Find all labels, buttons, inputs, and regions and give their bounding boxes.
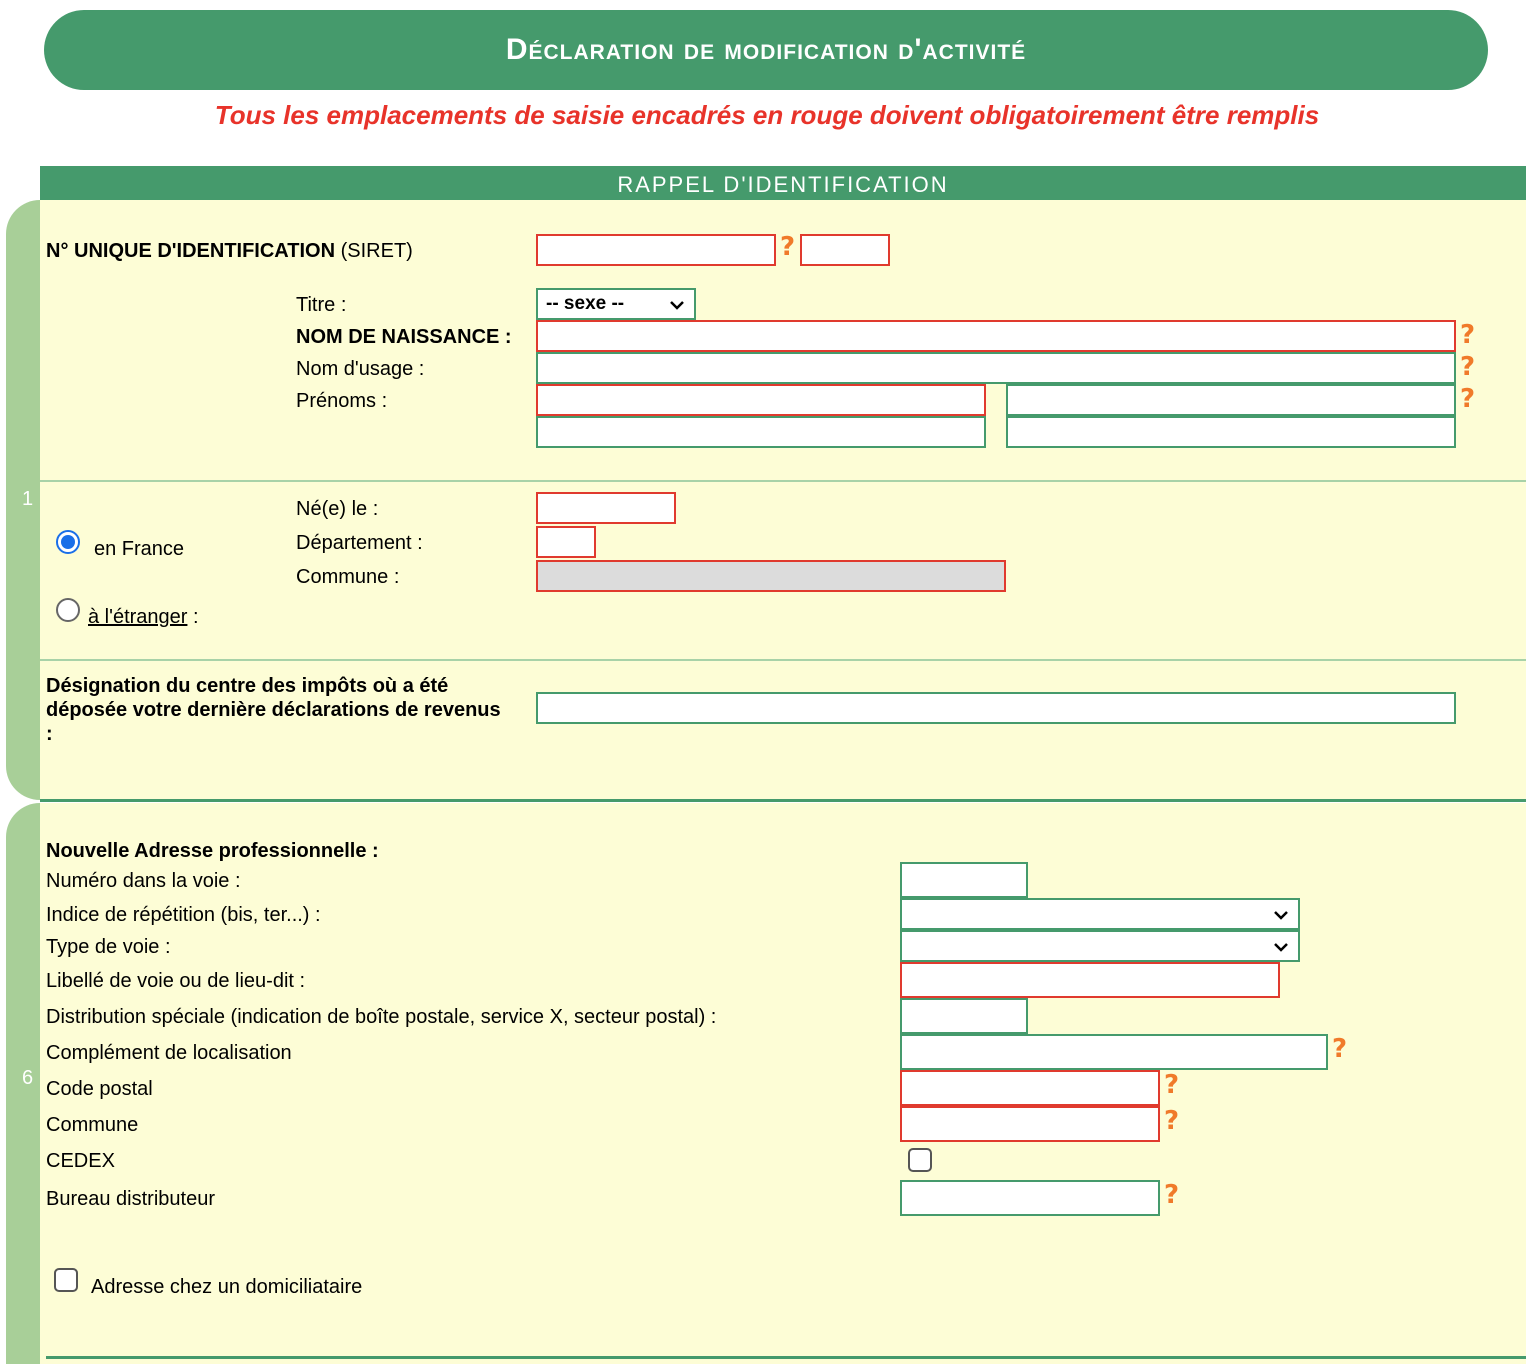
prenom-3-input[interactable] — [536, 416, 986, 448]
indice-label: Indice de répétition (bis, ter...) : — [46, 904, 321, 926]
complement-input[interactable] — [900, 1034, 1328, 1070]
complement-label: Complément de localisation — [46, 1042, 292, 1064]
bureau-help-icon[interactable]: ? — [1164, 1180, 1180, 1210]
prenom-4-input[interactable] — [1006, 416, 1456, 448]
radio-en-france[interactable] — [56, 530, 80, 554]
required-notice: Tous les emplacements de saisie encadrés en rouge doivent obligatoirement être remplis — [214, 100, 1320, 130]
section-number-6: 6 — [6, 803, 46, 1364]
radio-en-france-label: en France — [94, 538, 185, 560]
ne-le-label: Né(e) le : — [296, 498, 379, 520]
prenom-2-input[interactable] — [1006, 384, 1456, 416]
domiciliataire-checkbox[interactable] — [54, 1268, 78, 1292]
bureau-input[interactable] — [900, 1180, 1160, 1216]
type-voie-select[interactable] — [900, 930, 1300, 962]
divider — [40, 480, 1526, 482]
centre-impots-label: Désignation du centre des impôts où a été déposée votre dernière déclarations de revenus : — [46, 675, 501, 745]
nom-naissance-help-icon[interactable]: ? — [1460, 320, 1476, 350]
code-postal-input[interactable] — [900, 1070, 1160, 1106]
titre-select-value: -- sexe -- — [546, 293, 625, 314]
section-number-1: 1 — [6, 200, 46, 800]
indice-select[interactable] — [900, 898, 1300, 930]
commune-naissance-label: Commune : — [296, 566, 400, 588]
distribution-input[interactable] — [900, 998, 1028, 1034]
libelle-voie-input[interactable] — [900, 962, 1280, 998]
libelle-voie-label: Libellé de voie ou de lieu-dit : — [46, 970, 306, 992]
domiciliataire-label: Adresse chez un domiciliataire — [91, 1276, 363, 1298]
nom-naissance-label: NOM DE NAISSANCE : — [296, 326, 512, 348]
commune-help-icon[interactable]: ? — [1164, 1106, 1180, 1136]
nom-usage-input[interactable] — [536, 352, 1456, 384]
radio-etranger-label: à l'étranger : — [88, 606, 199, 628]
numero-voie-label: Numéro dans la voie : — [46, 870, 241, 892]
titre-select[interactable] — [536, 288, 696, 320]
centre-impots-input[interactable] — [536, 692, 1456, 724]
radio-etranger[interactable] — [56, 598, 80, 622]
section-divider — [46, 1356, 1526, 1359]
divider — [40, 659, 1526, 661]
prenom-1-input[interactable] — [536, 384, 986, 416]
siret-suffix-input[interactable] — [800, 234, 890, 266]
chevron-down-icon — [1274, 940, 1288, 954]
nom-usage-help-icon[interactable]: ? — [1460, 352, 1476, 382]
bureau-label: Bureau distributeur — [46, 1188, 215, 1210]
commune-input[interactable] — [900, 1106, 1160, 1142]
date-naissance-input[interactable] — [536, 492, 676, 524]
section-header-identification: RAPPEL D'IDENTIFICATION — [40, 166, 1526, 200]
etranger-link[interactable]: à l'étranger — [88, 606, 188, 628]
departement-input[interactable] — [536, 526, 596, 558]
siret-input[interactable] — [536, 234, 776, 266]
chevron-down-icon — [670, 298, 684, 312]
commune-naissance-input[interactable] — [536, 560, 1006, 592]
siret-label: N° UNIQUE D'IDENTIFICATION (SIRET) — [46, 240, 413, 262]
cedex-label: CEDEX — [46, 1150, 115, 1172]
titre-label: Titre : — [296, 294, 347, 316]
nom-naissance-input[interactable] — [536, 320, 1456, 352]
prenoms-label: Prénoms : — [296, 390, 388, 412]
siret-help-icon[interactable]: ? — [780, 232, 796, 262]
code-postal-help-icon[interactable]: ? — [1164, 1070, 1180, 1100]
departement-label: Département : — [296, 532, 423, 554]
prenoms-help-icon[interactable]: ? — [1460, 384, 1476, 414]
section-divider — [40, 799, 1526, 802]
chevron-down-icon — [1274, 908, 1288, 922]
cedex-checkbox[interactable] — [908, 1148, 932, 1172]
commune-label: Commune — [46, 1114, 139, 1136]
code-postal-label: Code postal — [46, 1078, 153, 1100]
distribution-label: Distribution spéciale (indication de boîte postale, service X, secteur postal) : — [46, 1006, 717, 1028]
complement-help-icon[interactable]: ? — [1332, 1034, 1348, 1064]
type-voie-label: Type de voie : — [46, 936, 171, 958]
nom-usage-label: Nom d'usage : — [296, 358, 425, 380]
page-title: Déclaration de modification d'activité — [44, 10, 1488, 90]
address-title: Nouvelle Adresse professionnelle : — [46, 840, 379, 862]
numero-voie-input[interactable] — [900, 862, 1028, 898]
